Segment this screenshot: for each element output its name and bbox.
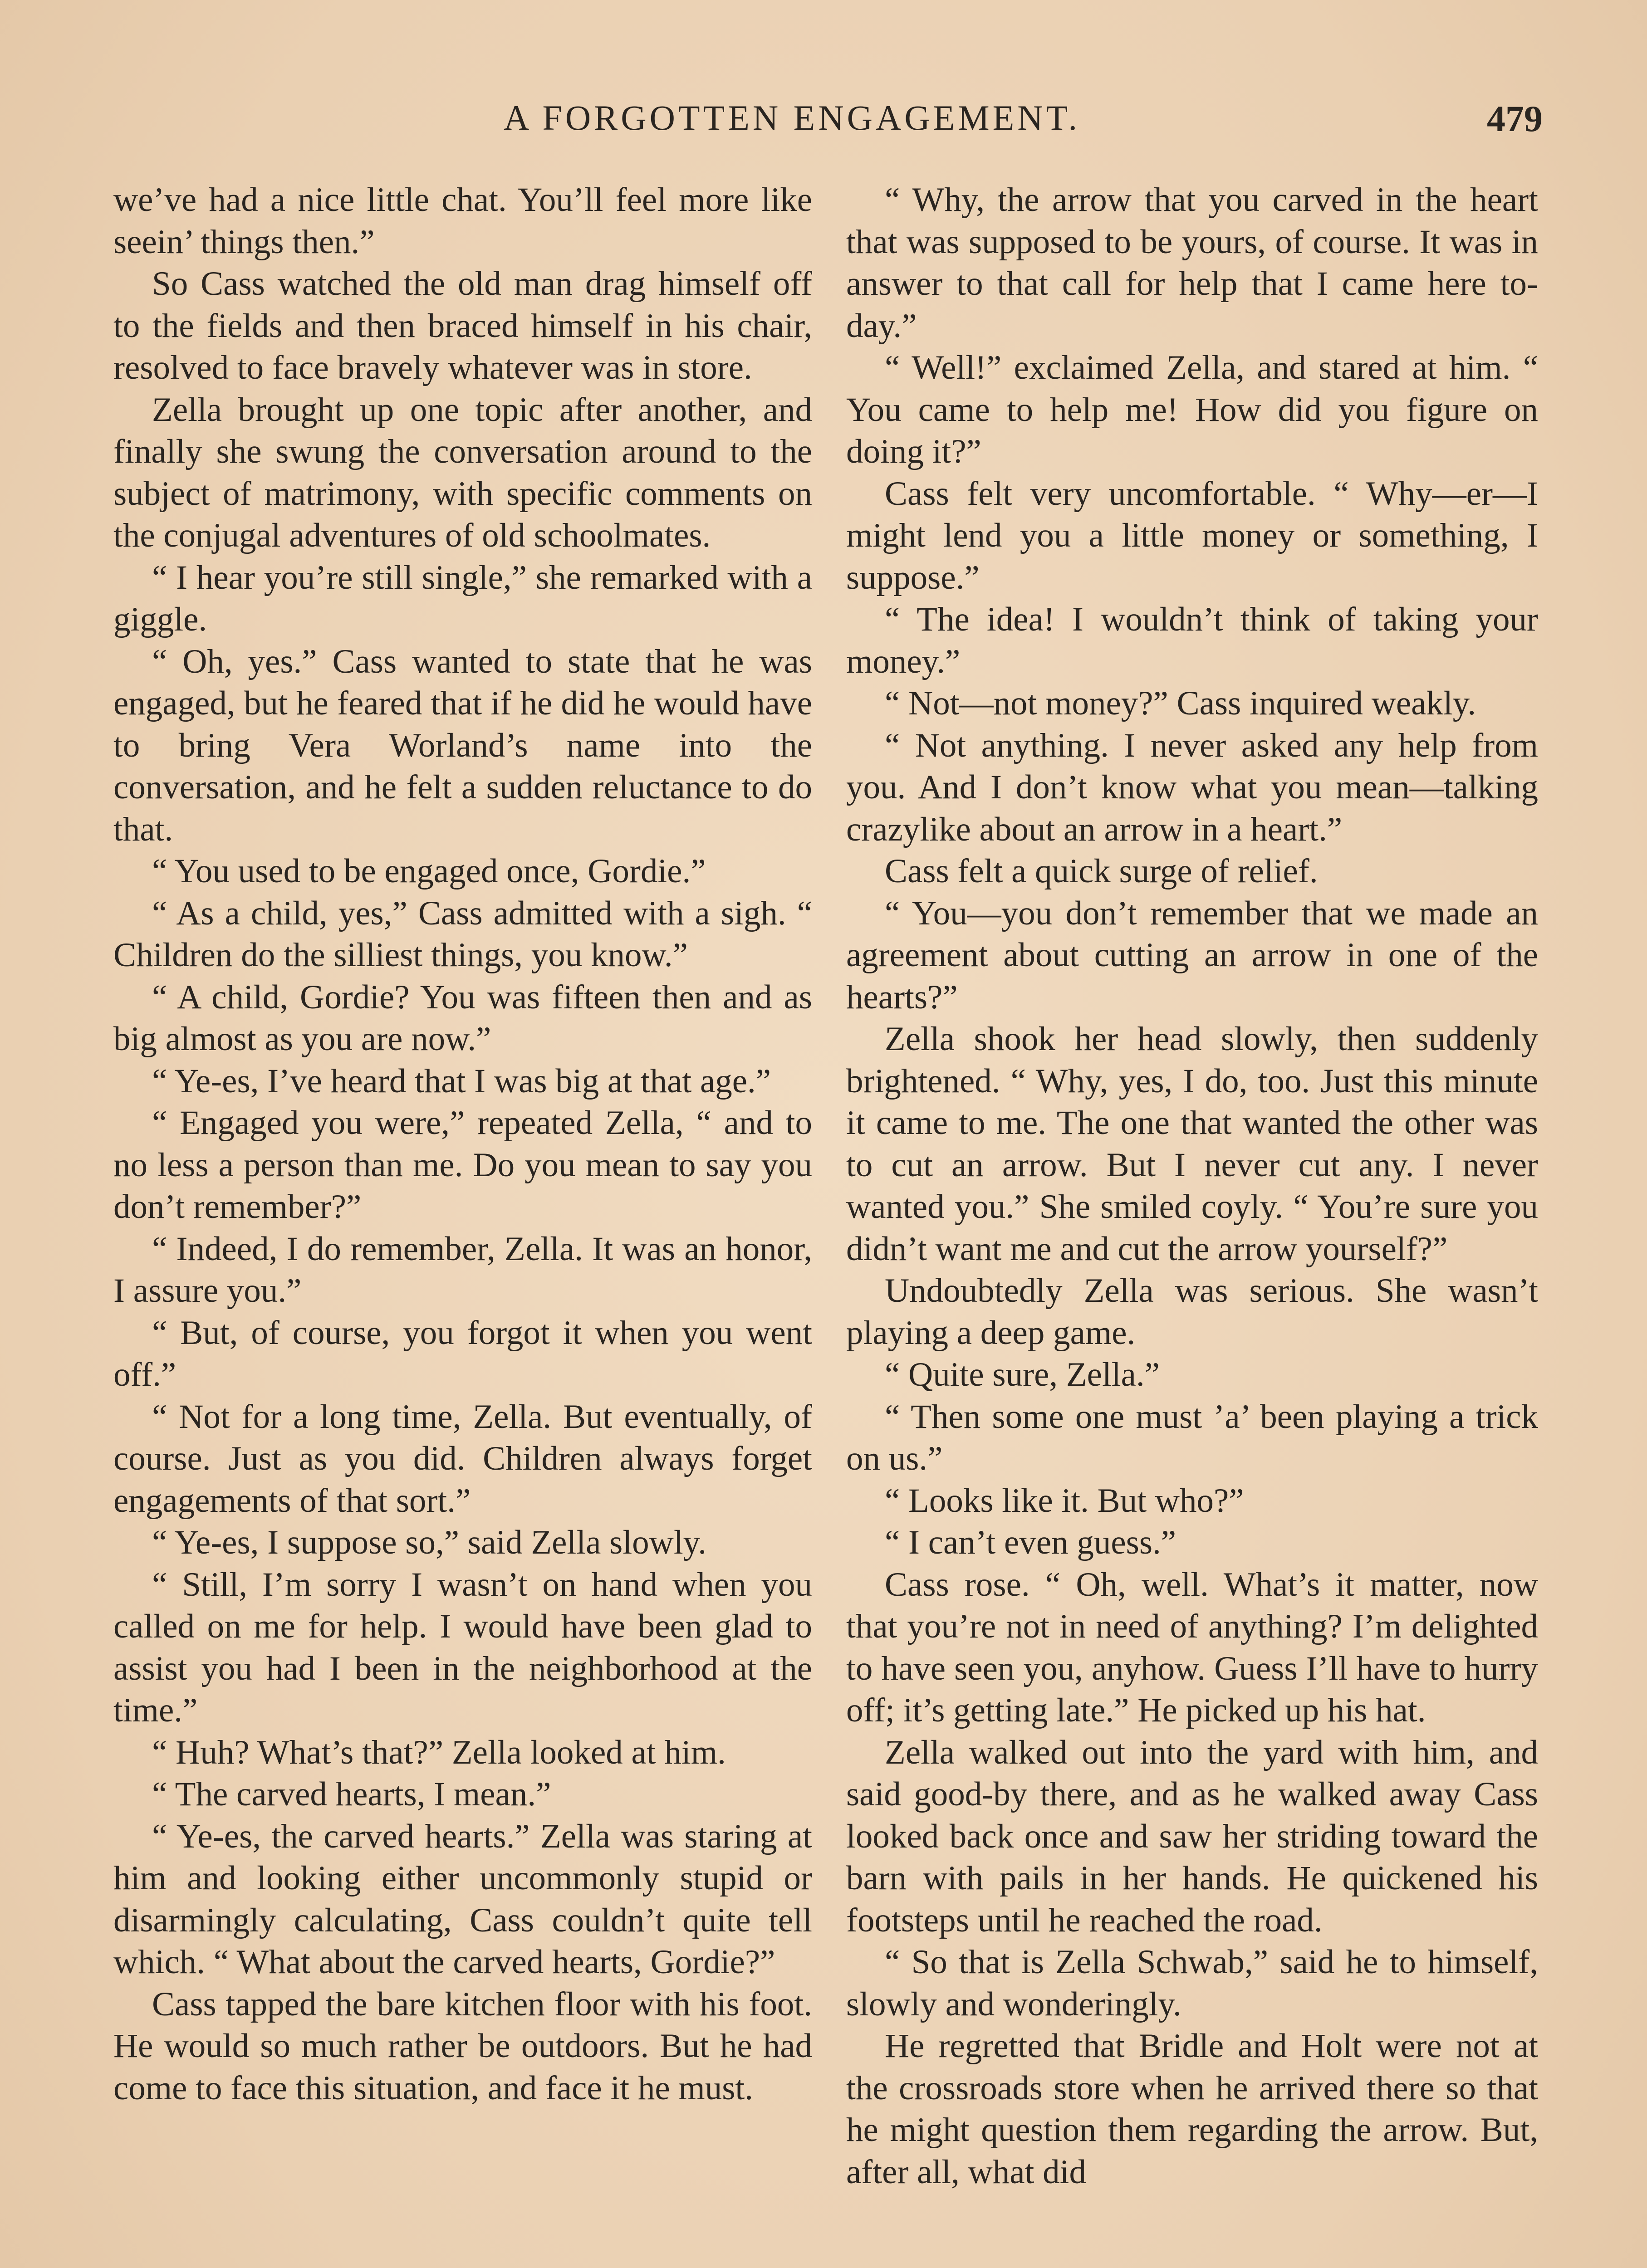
paragraph: “ I hear you’re still single,” she remarked with a giggle. [113,558,812,638]
paragraph: “ Not for a long time, Zella. But eventually, of course. Just as you did. Children always forget engagements of that sort.” [113,1398,812,1520]
paragraph: “ You used to be engaged once, Gordie.” [152,852,706,890]
paragraph: “ A child, Gordie? You was fifteen then and as big almost as you are now.” [113,978,812,1058]
paragraph: Cass felt very uncomfortable. “ Why—er—I might lend you a little money or something, I suppose.” [846,474,1538,596]
paragraph: “ You—you don’t remember that we made an agreement about cutting an arrow in one of the hearts?” [846,894,1538,1016]
paragraph: “ Indeed, I do remember, Zella. It was an honor, I assure you.” [113,1230,812,1310]
paragraph: Cass tapped the bare kitchen floor with his foot. He would so much rather be outdoors. But he had come to face this situation, and face it he must. [113,1985,812,2107]
paragraph: Zella brought up one topic after another, and finally she swung the conversation around to the subject of matrimony, with specific comments on the conjugal adventures of old schoolmates. [113,391,812,554]
paragraph: we’ve had a nice little chat. You’ll feel more like seein’ things then.” [113,181,812,261]
paragraph: “ The idea! I wouldn’t think of taking your money.” [846,601,1538,680]
paragraph: “ Not anything. I never asked any help from you. And I don’t know what you mean—talking crazylike about an arrow in a heart.” [846,726,1538,848]
page-number: 479 [1487,98,1543,139]
paragraph: “ Looks like it. But who?” [885,1481,1244,1520]
paragraph: Zella shook her head slowly, then suddenly brightened. “ Why, yes, I do, too. Just this minute it came to me. The one that wanted the other was to cut an arrow. But I never cut any. I never wanted you.” She smiled coyly. “ You’re sure you didn’t want me and cut the arrow yourself?” [846,1020,1538,1268]
page-header [113,98,1543,147]
paragraph: “ Still, I’m sorry I wasn’t on hand when you called on me for help. I would have been glad to assist you had I been in the neighborhood at the time.” [113,1565,812,1729]
paragraph: “ Ye-es, the carved hearts.” Zella was staring at him and looking either uncommonly stupid or disarmingly calculating, Cass couldn’t quite tell which. “ What about the carved hearts, Gordie?” [113,1817,812,1981]
paragraph: Zella walked out into the yard with him, and said good-by there, and as he walked away Cass looked back once and saw her striding toward the barn with pails in her hands. He quickened his footsteps until he reached the road. [846,1733,1538,1939]
paragraph: “ But, of course, you forgot it when you went off.” [113,1314,812,1393]
paragraph: “ So that is Zella Schwab,” said he to himself, slowly and wonderingly. [846,1943,1538,2023]
text-column-left [113,179,812,2109]
paragraph: Cass felt a quick surge of relief. [885,852,1318,890]
paragraph: “ Ye-es, I’ve heard that I was big at that age.” [152,1062,771,1100]
paragraph: “ Well!” exclaimed Zella, and stared at him. “ You came to help me! How did you figure on doing it?” [846,349,1538,470]
paragraph: “ Ye-es, I suppose so,” said Zella slowly. [152,1524,707,1561]
text-column-right [846,179,1538,2193]
paragraph: “ Quite sure, Zella.” [885,1356,1160,1393]
paragraph: “ Oh, yes.” Cass wanted to state that he was engaged, but he feared that if he did he would have to bring Vera Worland’s name into the conversation, and he felt a sudden reluctance to do that. [113,642,812,848]
paragraph: “ Why, the arrow that you carved in the heart that was supposed to be yours, of course. It was in answer to that call for help that I came here to-day.” [846,181,1538,345]
paragraph: “ Then some one must ’a’ been playing a trick on us.” [846,1398,1538,1477]
paragraph: So Cass watched the old man drag himself off to the fields and then braced himself in his chair, resolved to face bravely whatever was in store. [113,265,812,386]
paragraph: “ I can’t even guess.” [885,1524,1176,1561]
paragraph: “ As a child, yes,” Cass admitted with a sigh. “ Children do the silliest things, you know.” [113,894,812,974]
paragraph: Undoubtedly Zella was serious. She wasn’t playing a deep game. [846,1272,1538,1352]
running-title: A FORGOTTEN ENGAGEMENT. [504,98,1080,137]
paragraph: “ Engaged you were,” repeated Zella, “ and to no less a person than me. Do you mean to say you don’t remember?” [113,1104,812,1226]
paragraph: “ Not—not money?” Cass inquired weakly. [885,684,1476,722]
paragraph: He regretted that Bridle and Holt were not at the crossroads store when he arrived there so that he might question them regarding the arrow. But, after all, what did [846,2027,1538,2191]
paragraph: “ The carved hearts, I mean.” [152,1775,551,1813]
paragraph: “ Huh? What’s that?” Zella looked at him. [152,1733,726,1771]
paragraph: Cass rose. “ Oh, well. What’s it matter, now that you’re not in need of anything? I’m delighted to have seen you, anyhow. Guess I’ll have to hurry off; it’s getting late.” He picked up his hat. [846,1565,1538,1729]
